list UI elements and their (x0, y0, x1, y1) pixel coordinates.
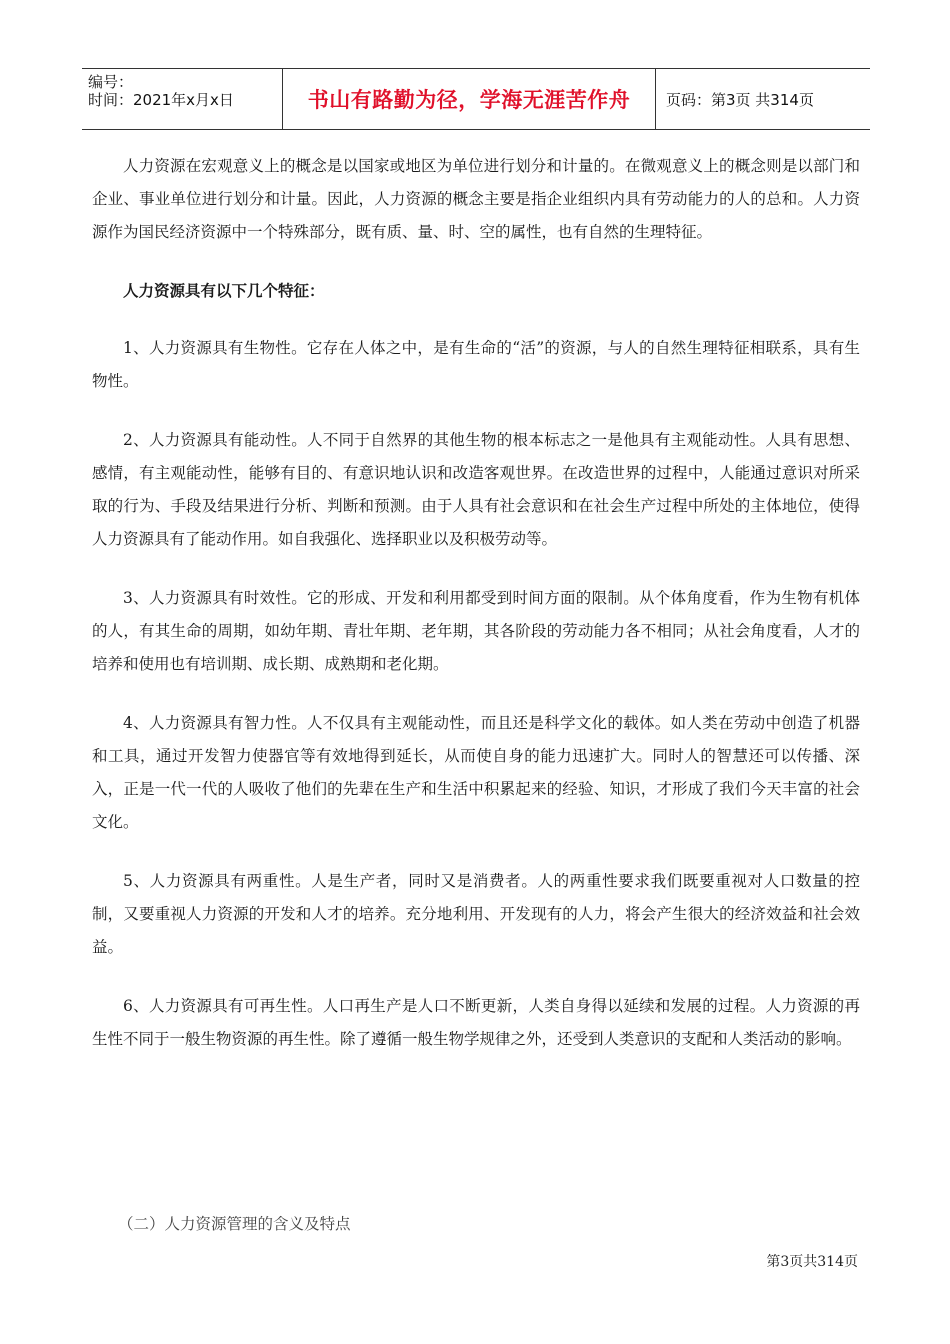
paragraph-feature-5: 5、人力资源具有两重性。人是生产者，同时又是消费者。人的两重性要求我们既要重视对人口数量的控制，又要重视人力资源的开发和人才的培养。充分地利用、开发现有的人力，将会产生很大的经济效益和社会效益。 (92, 872, 860, 956)
paragraph-feature-2: 2、人力资源具有能动性。人不同于自然界的其他生物的根本标志之一是他具有主观能动性。人具有思想、感情，有主观能动性，能够有目的、有意识地认识和改造客观世界。在改造世界的过程中，人能通过意识对所采取的行为、手段及结果进行分析、判断和预测。由于人具有社会意识和在社会生产过程中所处的主体地位，使得人力资源具有了能动作用。如自我强化、选择职业以及积极劳动等。 (92, 431, 860, 548)
page-header (82, 68, 870, 130)
paragraph-feature-6: 6、人力资源具有可再生性。人口再生产是人口不断更新，人类自身得以延续和发展的过程。人力资源的再生性不同于一般生物资源的再生性。除了遵循一般生物学规律之外，还受到人类意识的支配和人类活动的影响。 (92, 997, 860, 1048)
date-label: 时间：2021年x月x日 (88, 91, 234, 109)
header-page-label: 页码：第3页 共314页 (666, 90, 814, 109)
features-heading: 人力资源具有以下几个特征： (123, 282, 325, 300)
paragraph-feature-1: 1、人力资源具有生物性。它存在人体之中，是有生命的“活”的资源，与人的自然生理特征相联系，具有生物性。 (92, 339, 860, 390)
paragraph-feature-4: 4、人力资源具有智力性。人不仅具有主观能动性，而且还是科学文化的载体。如人类在劳动中创造了机器和工具，通过开发智力使器官等有效地得到延长，从而使自身的能力迅速扩大。同时人的智慧还可以传播、深入，正是一代一代的人吸收了他们的先辈在生产和生活中积累起来的经验、知识，才形成了我们今天丰富的社会文化。 (92, 714, 860, 831)
paragraph-intro: 人力资源在宏观意义上的概念是以国家或地区为单位进行划分和计量的。在微观意义上的概念则是以部门和企业、事业单位进行划分和计量。因此，人力资源的概念主要是指企业组织内具有劳动能力的人的总和。人力资源作为国民经济资源中一个特殊部分，既有质、量、时、空的属性，也有自然的生理特征。 (92, 157, 860, 241)
header-motto: 书山有路勤为径，学海无涯苦作舟 (282, 69, 656, 129)
page-footer: 第3页共314页 (766, 1254, 858, 1270)
document-body (92, 150, 860, 1082)
serial-number-label: 编号： (88, 73, 134, 91)
section-title: （二）人力资源管理的含义及特点 (118, 1215, 351, 1233)
header-meta (82, 69, 282, 129)
paragraph-feature-3: 3、人力资源具有时效性。它的形成、开发和利用都受到时间方面的限制。从个体角度看，作为生物有机体的人，有其生命的周期，如幼年期、青壮年期、老年期，其各阶段的劳动能力各不相同；从社会角度看，人才的培养和使用也有培训期、成长期、成熟期和老化期。 (92, 589, 860, 673)
